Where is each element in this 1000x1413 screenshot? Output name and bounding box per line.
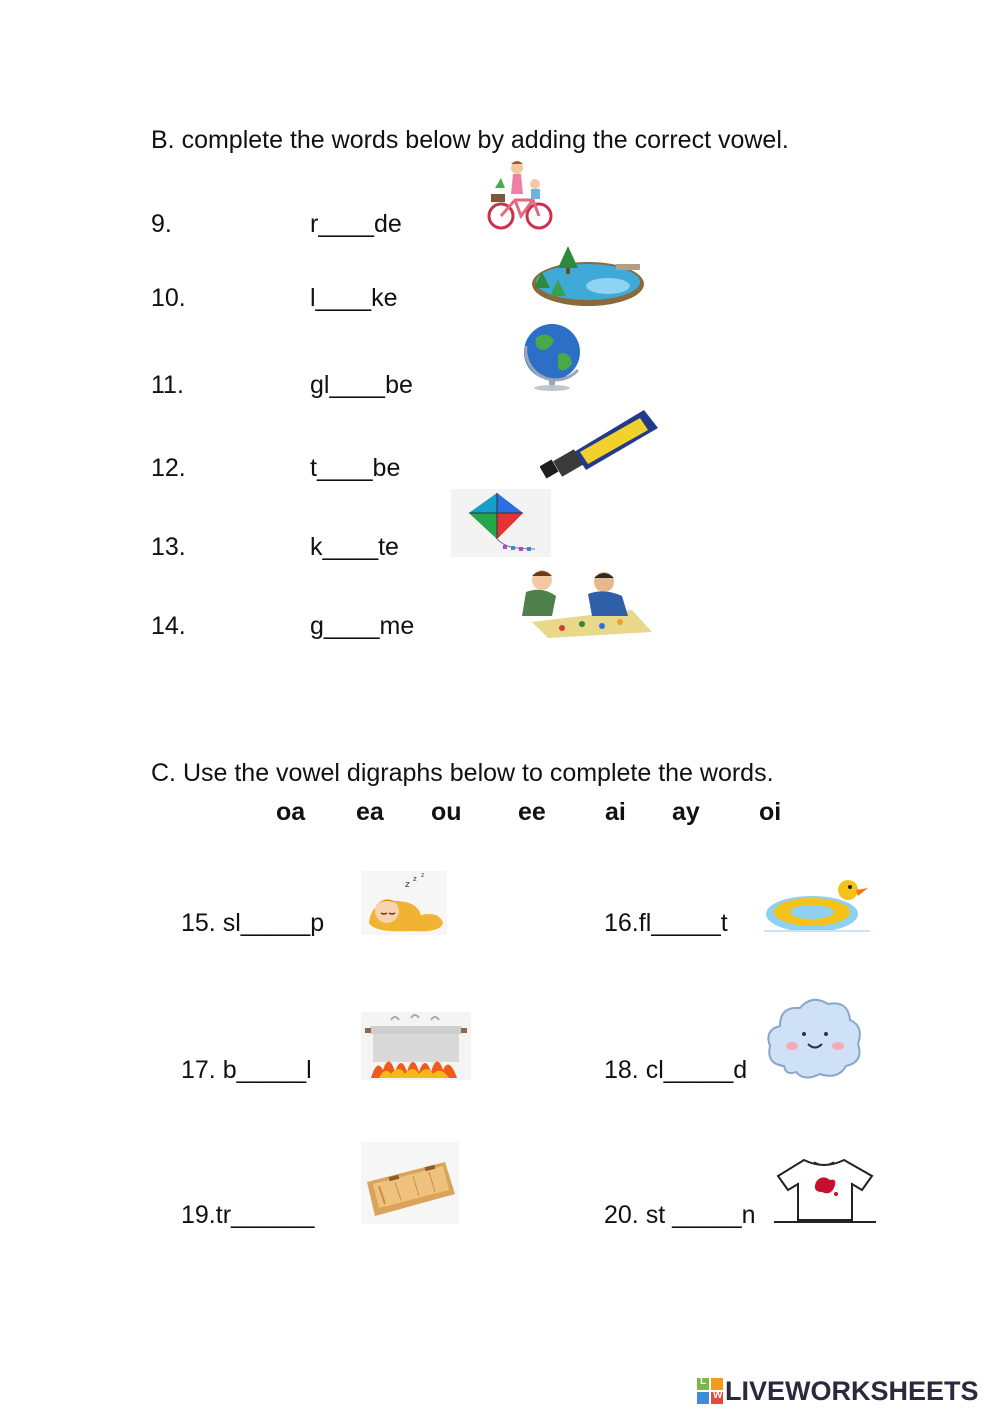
tube-picture	[540, 404, 660, 480]
logo-icon-letter-l: L	[700, 1376, 707, 1387]
item-11-number: 11.	[151, 371, 184, 399]
liveworksheets-logo-text: LIVEWORKSHEETS	[725, 1376, 979, 1406]
item-11-word[interactable]: gl____be	[310, 371, 413, 399]
svg-text:z: z	[405, 880, 410, 890]
swim-ring-picture	[762, 876, 872, 936]
kite-picture	[451, 489, 551, 557]
boiling-pot-picture	[361, 1012, 471, 1080]
item-10-number: 10.	[151, 284, 186, 312]
stained-tshirt-picture	[774, 1156, 876, 1226]
item-19-word[interactable]: 19.tr______	[181, 1201, 315, 1229]
item-14-word[interactable]: g____me	[310, 612, 415, 640]
item-16-word[interactable]: 16.fl_____t	[604, 909, 728, 937]
item-9-number: 9.	[151, 210, 172, 238]
bicycle-picture	[487, 160, 553, 232]
item-10-word[interactable]: l____ke	[310, 284, 398, 312]
digraph-ou: ou	[431, 798, 462, 826]
item-13-number: 13.	[151, 533, 186, 561]
digraph-ay: ay	[672, 798, 700, 826]
digraph-oa: oa	[276, 798, 306, 826]
sleeping-child-picture	[361, 871, 447, 935]
globe-picture	[514, 320, 594, 392]
digraph-oi: oi	[759, 798, 782, 826]
section-b-title: B. complete the words below by adding the correct vowel.	[151, 126, 789, 154]
section-c-title: C. Use the vowel digraphs below to complete the words.	[151, 759, 774, 787]
lake-picture	[528, 242, 646, 310]
digraph-ai: ai	[605, 798, 626, 826]
item-17-word[interactable]: 17. b_____l	[181, 1056, 312, 1084]
item-12-number: 12.	[151, 454, 186, 482]
liveworksheets-logo	[697, 1376, 979, 1407]
item-13-word[interactable]: k____te	[310, 533, 399, 561]
board-game-picture	[512, 566, 654, 638]
svg-text:z: z	[413, 875, 417, 883]
logo-icon-letter-w: W	[713, 1390, 723, 1401]
item-20-word[interactable]: 20. st _____n	[604, 1201, 756, 1229]
item-18-word[interactable]: 18. cl_____d	[604, 1056, 748, 1084]
tray-picture	[361, 1142, 459, 1224]
item-15-word[interactable]: 15. sl_____p	[181, 909, 325, 937]
item-12-word[interactable]: t____be	[310, 454, 401, 482]
item-9-word[interactable]: r____de	[310, 210, 402, 238]
digraph-ea: ea	[356, 798, 384, 826]
digraph-ee: ee	[518, 798, 546, 826]
item-14-number: 14.	[151, 612, 186, 640]
cloud-picture	[764, 994, 864, 1082]
svg-text:z: z	[421, 872, 425, 879]
